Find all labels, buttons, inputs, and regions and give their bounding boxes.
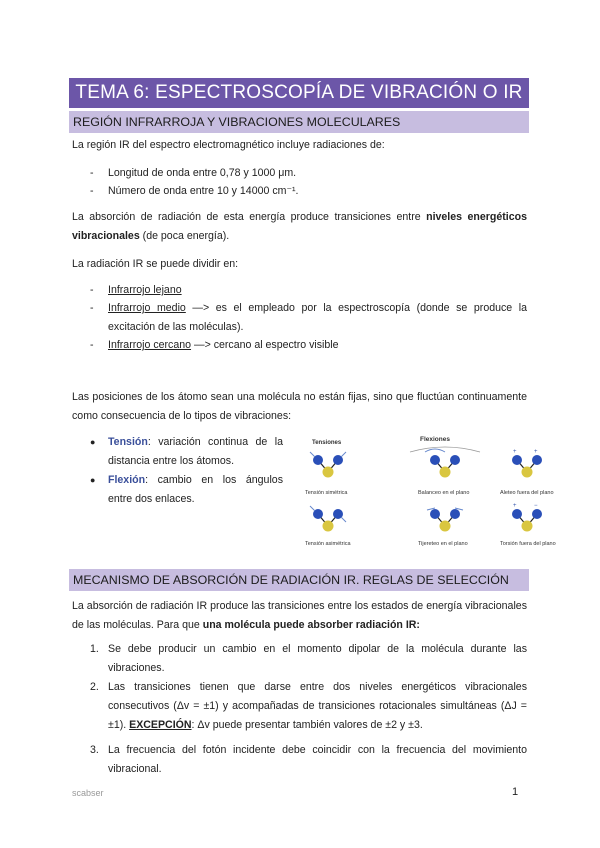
dash-bullet: - <box>90 284 94 296</box>
svg-text:+: + <box>513 449 517 455</box>
figure-caption: Torsión fuera del plano <box>500 541 556 547</box>
list-item: Número de onda entre 10 y 14000 cm⁻¹. <box>108 185 299 197</box>
list-item: Longitud de onda entre 0,78 y 1000 μm. <box>108 167 297 179</box>
exception-label: EXCEPCIÓN <box>129 719 192 731</box>
rule-item: Las transiciones tienen que darse entre dos niveles energéticos vibracionales consecutivos (Δv = ±1) y acompañadas de transiciones rotacionales simultáneas (ΔJ = ±1). EXCEPCIÓN: Δv puede presentar también valores de ±2 y ±3. <box>108 681 527 731</box>
list-item: Infrarrojo lejano <box>108 284 182 296</box>
dash-bullet: - <box>90 339 94 351</box>
bullet-dot: ● <box>90 437 96 447</box>
svg-text:+: + <box>534 449 538 455</box>
figure-caption: Aleteo fuera del plano <box>500 490 554 496</box>
molecule-wagging <box>512 449 542 478</box>
figure-label-flexiones: Flexiones <box>420 436 450 443</box>
molecule-rocking <box>425 449 460 478</box>
figure-caption: Balanceo en el plano <box>418 490 470 496</box>
page-title: TEMA 6: ESPECTROSCOPÍA DE VIBRACIÓN O IR <box>69 78 529 108</box>
absorption-paragraph: La absorción de radiación de esta energía produce transiciones entre niveles energéticos vibracionales (de poca energía). <box>72 211 527 242</box>
figure-label-tensiones: Tensiones <box>312 440 342 446</box>
figure-caption: Tensión asimétrica <box>305 541 351 547</box>
divide-paragraph: La radiación IR se puede dividir en: <box>72 258 239 270</box>
list-item: Infrarrojo cercano —> cercano al espectro visible <box>108 339 339 351</box>
molecule-twisting <box>512 503 542 532</box>
rule-item: Se debe producir un cambio en el momento dipolar de la molécula durante las vibraciones. <box>108 643 527 674</box>
figure-caption: Tensión simétrica <box>305 490 348 496</box>
figure-caption: Tijereteo en el plano <box>418 541 468 547</box>
section-heading-ir-region: REGIÓN INFRARROJA Y VIBRACIONES MOLECULARES <box>69 111 529 133</box>
intro-paragraph: La región IR del espectro electromagnético incluye radiaciones de: <box>72 139 385 151</box>
dash-bullet: - <box>90 185 94 197</box>
svg-text:+: + <box>513 503 517 509</box>
molecule-asymmetric-stretch <box>310 506 346 532</box>
footer-author: scabser <box>72 788 104 798</box>
bullet-dot: ● <box>90 475 96 485</box>
molecule-scissoring <box>427 508 463 532</box>
positions-paragraph: Las posiciones de los átomo sean una molécula no están fijas, sino que fluctúan continuamente como consecuencia de lo tipos de vibraciones: <box>72 391 527 422</box>
rule-number: 3. <box>90 744 99 756</box>
dash-bullet: - <box>90 302 94 314</box>
rule-item: La frecuencia del fotón incidente debe coincidir con la frecuencia del movimiento vibracional. <box>108 744 527 775</box>
rule-number: 2. <box>90 681 99 693</box>
page-number: 1 <box>512 786 519 798</box>
rule-number: 1. <box>90 643 99 655</box>
vibration-modes-figure <box>300 432 590 550</box>
mechanism-intro-paragraph: La absorción de radiación IR produce las transiciones entre los estados de energía vibracionales de las moléculas. Para que una molécula puede absorber radiación IR: <box>72 600 527 631</box>
dash-bullet: - <box>90 167 94 179</box>
section-heading-mechanism: MECANISMO DE ABSORCIÓN DE RADIACIÓN IR. REGLAS DE SELECCIÓN <box>69 569 529 591</box>
bold-term: niveles energéticos vibracionales <box>72 211 527 242</box>
bold-term: una molécula puede absorber radiación IR: <box>202 619 420 631</box>
vibration-item-tension: Tensión: variación continua de la distancia entre los átomos. <box>108 436 283 467</box>
molecule-symmetric-stretch <box>310 452 346 478</box>
vibration-item-flexion: Flexión: cambio en los ángulos entre dos enlaces. <box>108 474 283 505</box>
list-item: Infrarrojo medio —> es el empleado por la espectroscopía (donde se produce la excitación de las moléculas). <box>108 302 527 333</box>
svg-text:−: − <box>534 503 538 509</box>
